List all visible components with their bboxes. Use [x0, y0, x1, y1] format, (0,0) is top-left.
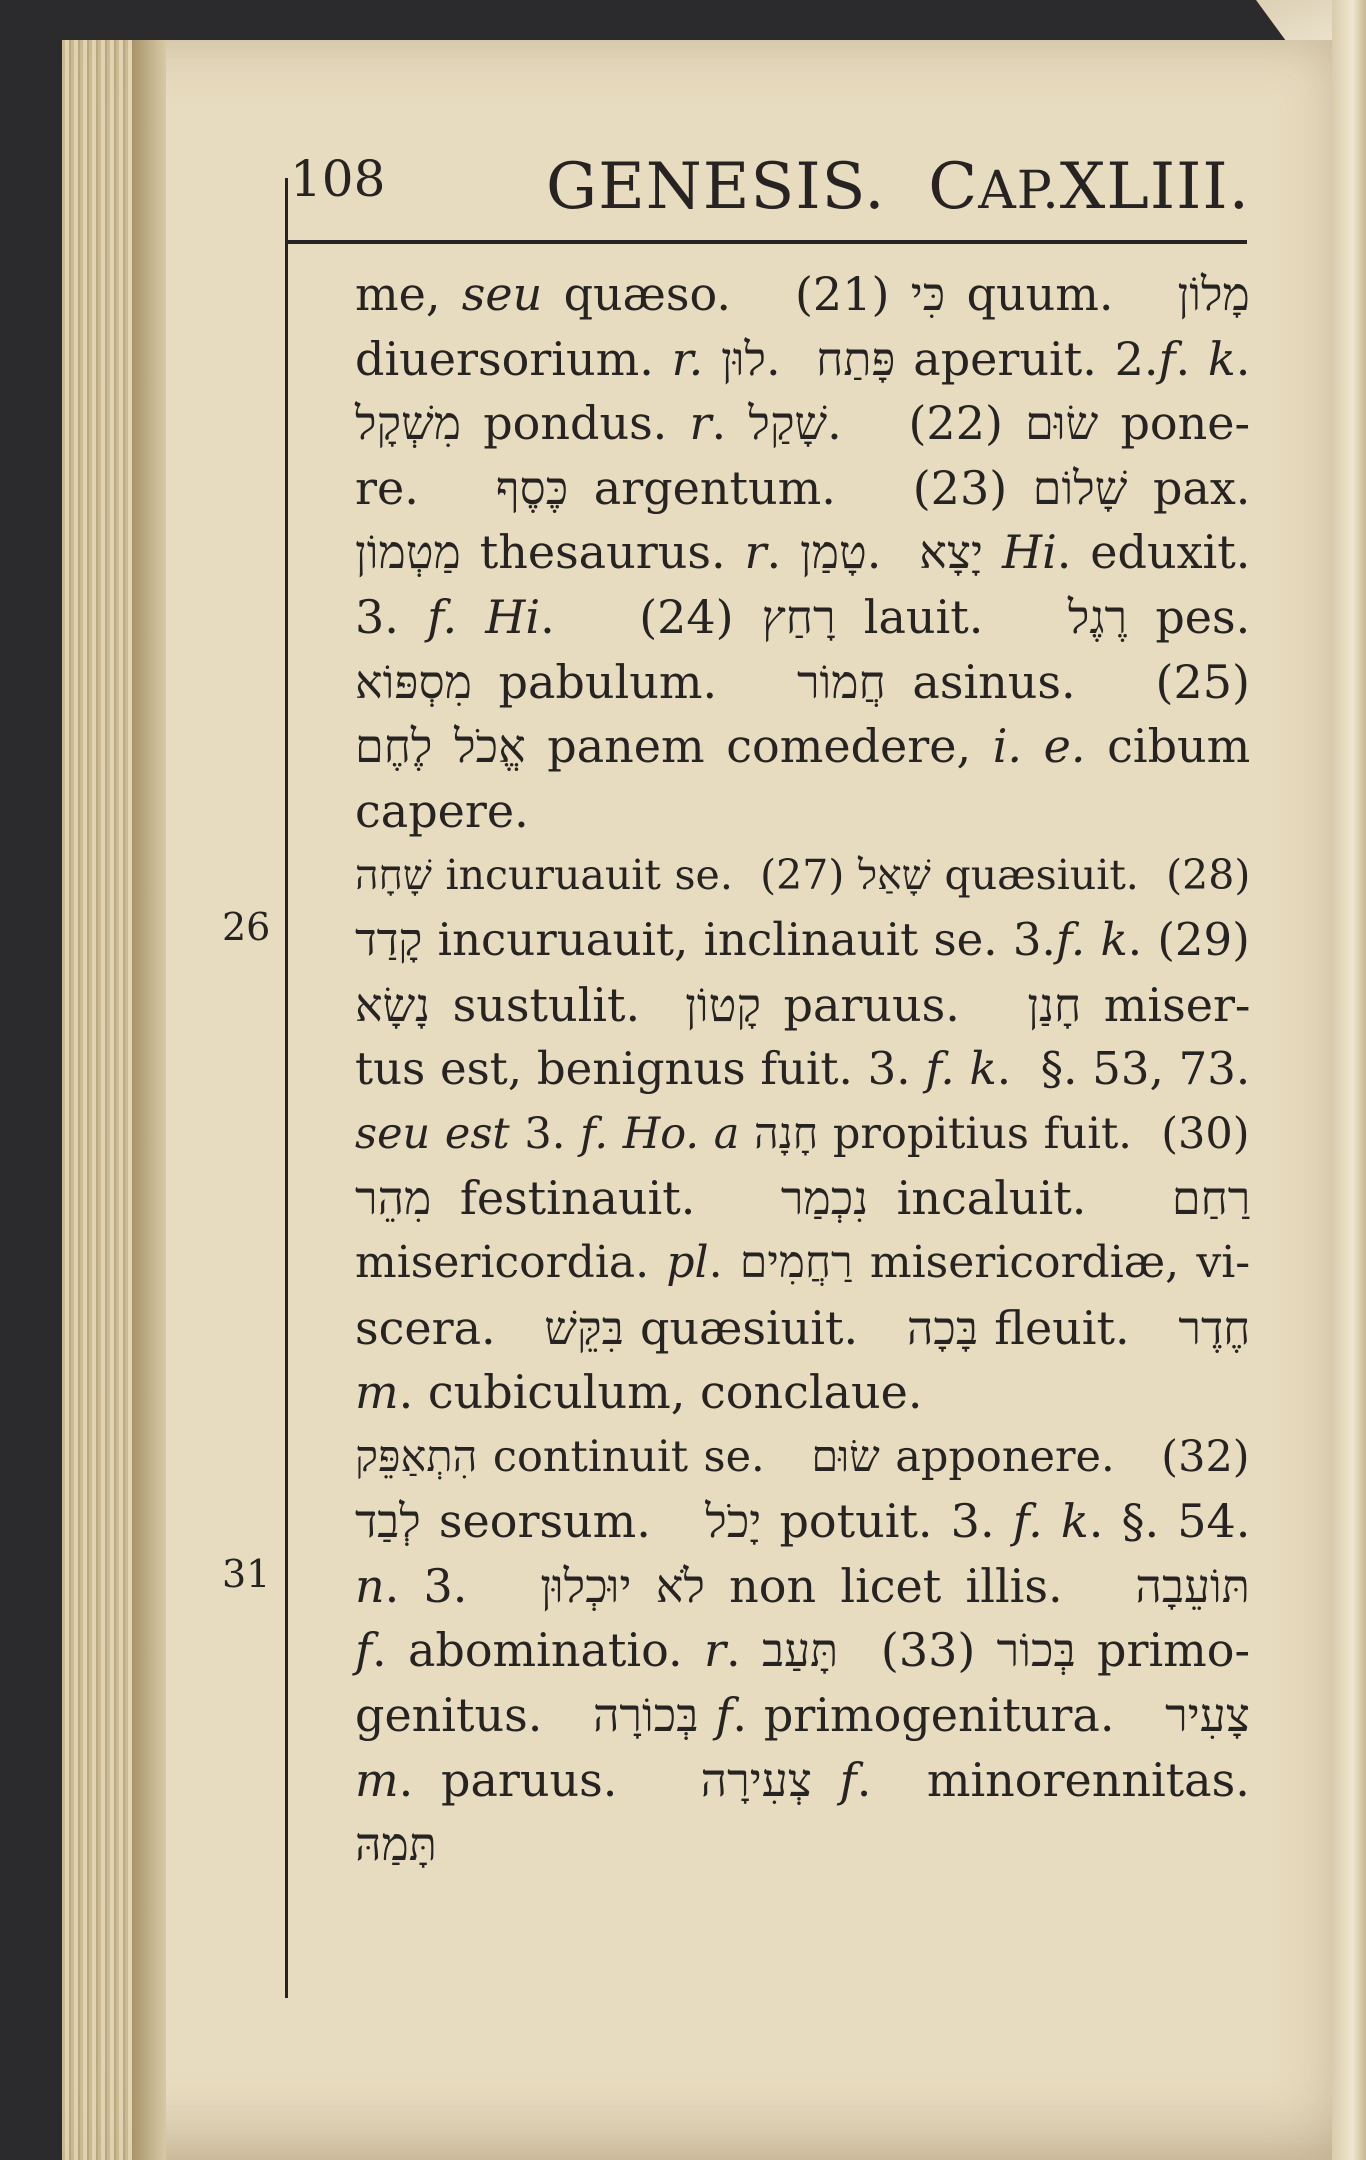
hebrew-word: מָלוֹן — [1177, 267, 1250, 321]
latin-text: incuruauit, inclinauit se. 3. — [422, 912, 1056, 966]
latin-text: incaluit. — [868, 1171, 1172, 1226]
margin-rule — [285, 178, 288, 1998]
latin-text: quæsiuit. — [623, 1300, 907, 1355]
running-title-book: GENESIS. — [545, 150, 886, 224]
hebrew-word: תָּעַב — [761, 1623, 839, 1678]
hebrew-word: כֶּסֶף — [495, 460, 569, 515]
line-content — [355, 1489, 1250, 1554]
line-content — [355, 1102, 1250, 1167]
latin-text: pax. — [1127, 460, 1251, 515]
hebrew-word: בְּכוֹר — [996, 1623, 1076, 1678]
latin-text: . §. 54. — [1088, 1494, 1251, 1549]
italic-abbreviation: m — [355, 1365, 399, 1420]
latin-text: pabulum. — [471, 654, 797, 709]
text-line — [355, 779, 1250, 844]
line-content — [355, 1425, 1250, 1490]
latin-text — [983, 525, 1002, 579]
italic-abbreviation: r. — [671, 331, 704, 386]
hebrew-word: מִשְׁקָל — [355, 396, 461, 451]
hebrew-word: תּוֹעֵבָה — [1135, 1558, 1250, 1613]
latin-text: quæso. (21) — [542, 267, 911, 321]
hebrew-word: חָנַן — [1027, 977, 1082, 1032]
text-line — [355, 1231, 1250, 1296]
line-content — [355, 391, 1250, 456]
line-content — [355, 908, 1250, 973]
text-line — [355, 973, 1250, 1038]
latin-text: diuersorium. — [355, 331, 672, 386]
line-content — [355, 1554, 1250, 1619]
latin-text: primo- — [1075, 1623, 1251, 1678]
hebrew-word: חֶדֶר — [1178, 1300, 1251, 1355]
line-content — [355, 843, 1250, 908]
running-title-chapter-prefix: C — [928, 150, 979, 224]
line-content — [355, 1618, 1250, 1683]
latin-text: continuit se. — [477, 1431, 812, 1482]
latin-text: 3. — [355, 589, 428, 644]
line-content — [355, 1166, 1250, 1231]
latin-text: quum. — [945, 267, 1178, 321]
line-content — [355, 650, 1250, 715]
latin-text: . — [766, 525, 801, 580]
hebrew-word: שָׁחָה — [355, 851, 432, 900]
italic-abbreviation: r — [703, 1623, 726, 1678]
line-content — [355, 1748, 1250, 1813]
latin-text: asinus. (25) — [885, 654, 1250, 709]
latin-text: . primogenitura. — [732, 1688, 1166, 1743]
running-title — [546, 150, 1250, 224]
text-line — [355, 520, 1250, 585]
italic-abbreviation: i. e. — [992, 719, 1086, 774]
hebrew-word: רַחֲמִים — [739, 1236, 853, 1288]
text-line — [355, 714, 1250, 779]
line-content — [355, 1683, 1250, 1748]
hebrew-word: בָּכָה — [906, 1300, 978, 1355]
latin-text: . — [711, 396, 749, 451]
page-number: 108 — [290, 150, 386, 208]
running-header — [290, 150, 1250, 245]
hebrew-word: שָׁלוֹם — [1032, 460, 1128, 515]
latin-text: . paruus. — [398, 1752, 701, 1807]
text-line — [355, 650, 1250, 715]
latin-text: me, — [355, 267, 462, 321]
latin-text — [698, 1688, 715, 1742]
line-content — [355, 520, 1250, 585]
italic-abbreviation: f. k — [925, 1042, 997, 1096]
latin-text: seorsum. — [420, 1494, 706, 1549]
latin-text: . — [725, 1623, 762, 1678]
latin-text: cibum — [1085, 719, 1251, 774]
text-line — [355, 908, 1250, 973]
hebrew-word: נִכְמַר — [780, 1171, 869, 1226]
latin-text: . (22) — [827, 396, 1026, 451]
italic-abbreviation: m — [355, 1752, 399, 1807]
hebrew-word: מִהֵר — [355, 1171, 432, 1226]
latin-text: (33) — [838, 1623, 997, 1678]
line-content — [355, 327, 1250, 392]
line-content — [355, 973, 1250, 1038]
page-edges — [62, 40, 132, 2160]
margin-verse-number: 26 — [222, 905, 271, 949]
latin-text: aperuit. 2. — [895, 331, 1159, 386]
italic-abbreviation: n — [355, 1558, 385, 1613]
latin-text: potuit. 3. — [761, 1494, 1013, 1549]
hebrew-word: כִּי — [910, 267, 946, 321]
italic-abbreviation: f. Ho. a — [580, 1108, 740, 1159]
text-line — [355, 1748, 1250, 1813]
latin-text: . eduxit. — [1056, 525, 1251, 580]
text-line — [355, 843, 1250, 908]
hebrew-word: פָּתַח — [816, 331, 896, 386]
hebrew-word: שָׁקַל — [748, 396, 828, 451]
italic-abbreviation: Hi — [1001, 525, 1057, 580]
latin-text: re. — [355, 460, 496, 515]
latin-text: argentum. (23) — [568, 460, 1033, 515]
line-content — [355, 779, 529, 844]
hebrew-word: שׂוּם — [1025, 396, 1099, 451]
facing-page-edge — [1332, 0, 1366, 2160]
latin-text: . — [765, 331, 817, 386]
text-line — [355, 1166, 1250, 1231]
hebrew-word: רַחַם — [1171, 1171, 1251, 1226]
latin-text: . abominatio. — [372, 1623, 704, 1678]
latin-text — [703, 332, 721, 386]
italic-abbreviation: r — [689, 396, 712, 451]
latin-text: misericordia. — [355, 1236, 667, 1288]
text-line — [355, 1812, 1250, 1877]
line-content — [355, 1812, 437, 1877]
hebrew-word: שָׁאַל — [858, 851, 931, 900]
latin-text: thesaurus. — [460, 525, 745, 580]
hebrew-word: מִסְפּוֹא — [355, 654, 472, 709]
running-title-chapter-small: AP. — [978, 161, 1060, 221]
header-rule — [285, 240, 1247, 244]
latin-text: . (24) — [540, 589, 762, 644]
hebrew-word: לְבַד — [355, 1494, 421, 1549]
line-content — [355, 1037, 1250, 1102]
glossary-text — [355, 262, 1250, 1877]
latin-text: quæsiuit. (28) — [930, 851, 1251, 900]
latin-text: capere. — [355, 783, 529, 838]
italic-abbreviation: seu est — [355, 1108, 510, 1159]
text-line — [355, 1683, 1250, 1748]
latin-text: pone- — [1098, 396, 1250, 451]
latin-text: fleuit. — [978, 1300, 1179, 1355]
latin-text: . — [1235, 331, 1251, 386]
hebrew-word: מַטְמוֹן — [355, 525, 461, 580]
text-line — [355, 1037, 1250, 1102]
hebrew-word: טָמַן — [800, 525, 867, 580]
hebrew-word: רָחַץ — [761, 589, 836, 644]
hebrew-word: תָּמַהּ — [355, 1817, 437, 1872]
hebrew-word: לוּן — [720, 331, 766, 386]
text-line — [355, 327, 1250, 392]
latin-text: misericordiæ, vi- — [852, 1236, 1251, 1288]
latin-text: 3. — [509, 1108, 581, 1159]
italic-abbreviation: f — [1158, 331, 1176, 386]
text-line — [355, 1554, 1250, 1619]
latin-text: . cubiculum, conclaue. — [398, 1365, 923, 1420]
text-line — [355, 456, 1250, 521]
hebrew-word: קָדַד — [355, 912, 423, 966]
latin-text: incuruauit se. (27) — [431, 851, 858, 900]
hebrew-word: רֶגֶל — [1067, 589, 1128, 644]
latin-text: miser- — [1081, 977, 1251, 1032]
latin-text: lauit. — [835, 589, 1068, 644]
line-content — [355, 1360, 922, 1425]
latin-text: scera. — [355, 1300, 545, 1355]
italic-abbreviation: k — [1207, 331, 1236, 386]
italic-abbreviation: f. k — [1012, 1494, 1089, 1549]
text-line — [355, 1618, 1250, 1683]
latin-text: paruus. — [761, 977, 1028, 1032]
latin-text: non licet illis. — [704, 1558, 1136, 1613]
hebrew-word: צָעִיר — [1165, 1688, 1250, 1743]
line-content — [355, 585, 1250, 650]
line-content — [355, 714, 1250, 779]
text-line — [355, 1296, 1250, 1361]
latin-text: . minorennitas. — [856, 1752, 1250, 1807]
hebrew-word: הִתְאַפֵּק — [355, 1431, 478, 1482]
italic-abbreviation: seu — [461, 267, 543, 321]
text-line — [355, 1489, 1250, 1554]
latin-text: tus est, benignus fuit. 3. — [355, 1042, 926, 1096]
line-content — [355, 456, 1250, 521]
text-line — [355, 262, 1250, 327]
hebrew-word: בְּכוֹרָה — [592, 1688, 699, 1743]
italic-abbreviation: pl — [666, 1236, 709, 1288]
hebrew-word: חָנָה — [754, 1108, 819, 1159]
italic-abbreviation: r — [744, 525, 767, 580]
hebrew-word: קָטוֹן — [685, 977, 762, 1032]
latin-text: festinauit. — [431, 1171, 781, 1226]
italic-abbreviation: f — [839, 1752, 857, 1807]
line-content — [355, 262, 1250, 327]
hebrew-word: לֹא יוּכְלוּן — [540, 1558, 705, 1613]
italic-abbreviation: f — [355, 1623, 373, 1678]
latin-text: . (29) — [1127, 912, 1250, 966]
latin-text: propitius fuit. (30) — [818, 1108, 1250, 1159]
latin-text: apponere. (32) — [879, 1431, 1250, 1482]
italic-abbreviation: f. k — [1055, 912, 1128, 966]
text-line — [355, 1102, 1250, 1167]
latin-text: pondus. — [460, 396, 690, 451]
hebrew-word: בִּקֵּשׁ — [544, 1300, 624, 1355]
text-line — [355, 1360, 1250, 1425]
italic-abbreviation: f. Hi — [427, 589, 541, 644]
latin-text: . — [866, 525, 920, 580]
italic-abbreviation: f — [715, 1688, 733, 1743]
latin-text — [739, 1109, 754, 1159]
hebrew-word: צְעִירָה — [700, 1752, 812, 1807]
text-line — [355, 585, 1250, 650]
latin-text: genitus. — [355, 1688, 593, 1743]
hebrew-word: שׂוּם — [811, 1431, 880, 1482]
book-gutter — [132, 40, 166, 2160]
hebrew-word: חֲמוֹר — [796, 654, 886, 709]
latin-text: panem comedere, — [525, 719, 993, 774]
running-title-chapter-number: XLIII. — [1059, 150, 1250, 224]
latin-text: pes. — [1127, 589, 1251, 644]
hebrew-word: יָצָא — [919, 525, 984, 580]
hebrew-word: יָכֹל — [705, 1494, 762, 1549]
hebrew-word: נָשָׂא — [355, 977, 431, 1032]
latin-text — [812, 1753, 840, 1807]
text-line — [355, 1425, 1250, 1490]
margin-verse-number: 31 — [222, 1552, 271, 1596]
latin-text: . §. 53, 73. — [996, 1042, 1251, 1096]
latin-text: . 3. — [384, 1558, 541, 1613]
hebrew-word: אֱכֹל לֶחֶם — [355, 719, 526, 774]
line-content — [355, 1231, 1250, 1296]
dark-background-top — [0, 0, 1366, 40]
latin-text: sustulit. — [430, 977, 686, 1032]
line-content — [355, 1296, 1250, 1361]
latin-text: . — [708, 1236, 740, 1288]
latin-text: . — [1175, 331, 1208, 386]
text-line — [355, 391, 1250, 456]
